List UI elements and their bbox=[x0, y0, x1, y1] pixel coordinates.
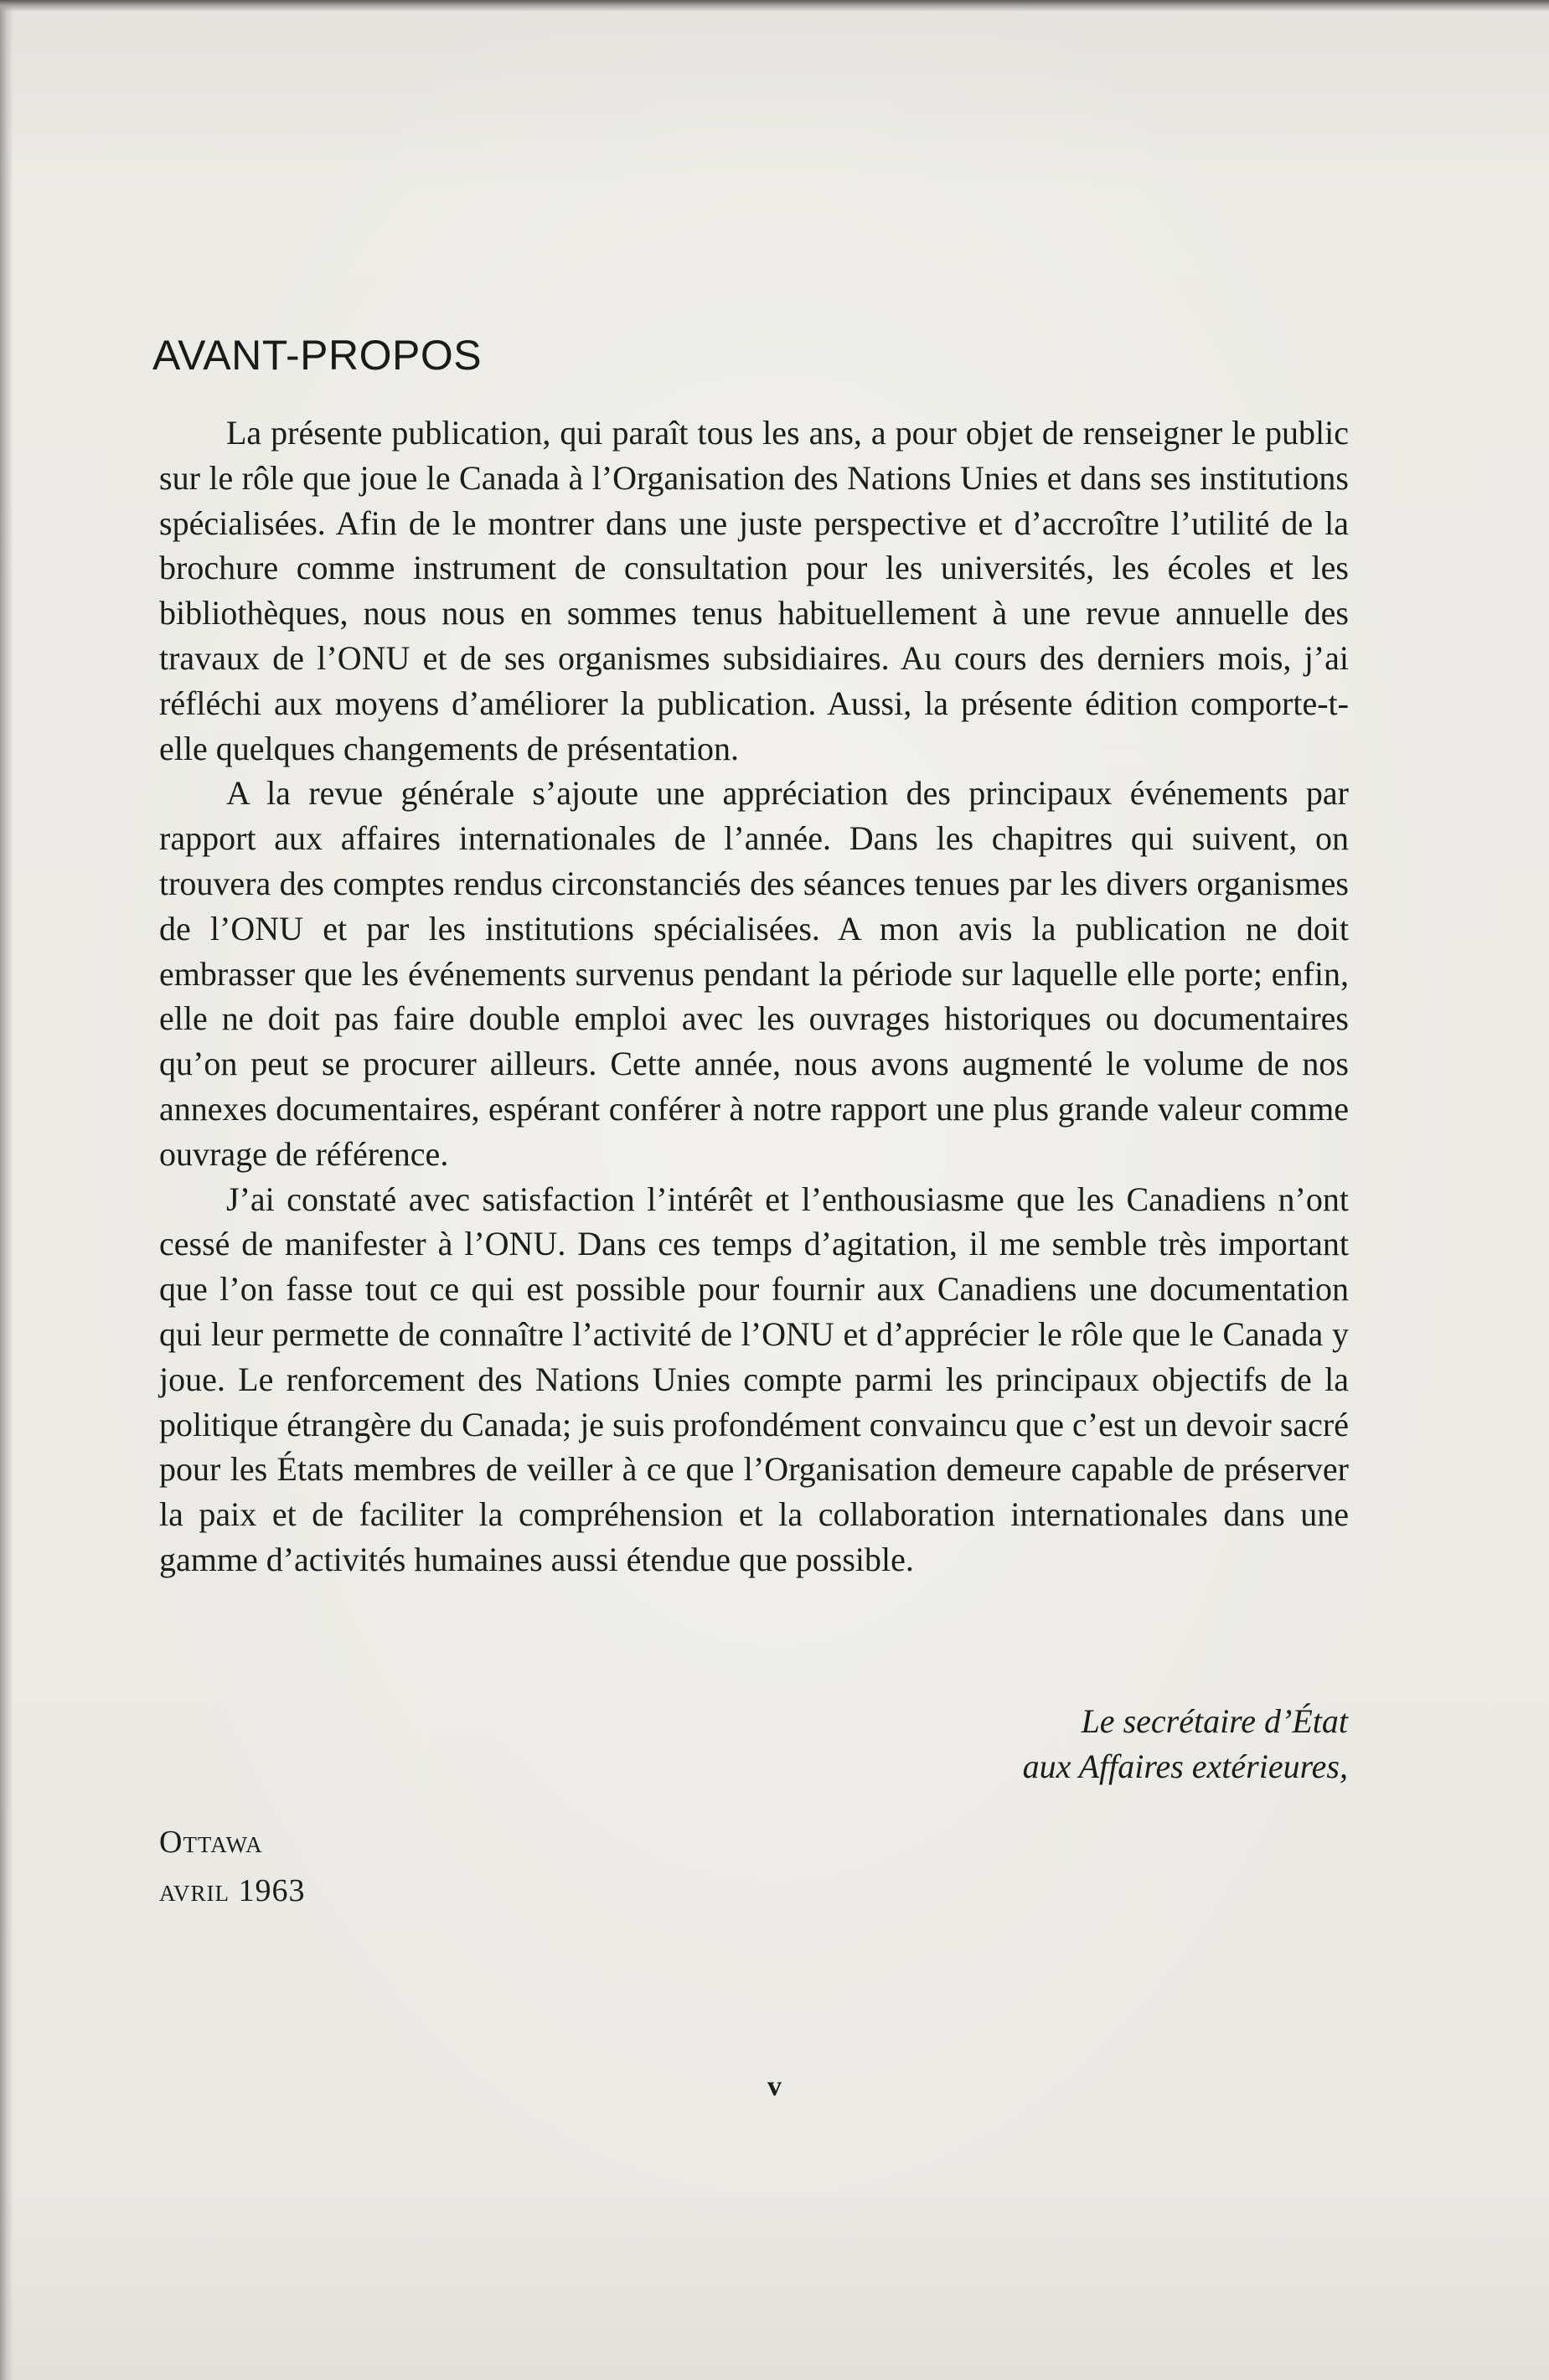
page-number: v bbox=[767, 2071, 782, 2102]
paragraph-1: La présente publication, qui paraît tous les ans, a pour objet de renseigner le public sur le rôle que joue le Canada à l’Organisation des Nations Unies et dans ses institutions spécialisées. Afin de le montrer dans une juste perspective et d’accroître l’utilité de la brochure comme instrument de consultation pour les universités, les écoles et les bibliothèques, nous nous en sommes tenus habituellement à une revue annuelle des travaux de l’ONU et de ses organismes subsidiaires. Au cours des derniers mois, j’ai réfléchi aux moyens d’améliorer la publication. Aussi, la présente édition comporte-t-elle quelques changements de présentation. bbox=[159, 414, 1349, 767]
place-date-block bbox=[159, 1818, 306, 1915]
signature-block bbox=[1023, 1699, 1348, 1789]
paragraph-2: A la revue générale s’ajoute une appréciation des principaux événements par rapport aux affaires internationales de l’année. Dans les chapitres qui suivent, on trouvera des comptes rendus circonstanciés des séances tenues par les divers organismes de l’ONU et par les institutions spécialisées. A mon avis la publication ne doit embrasser que les événements survenus pendant la période sur laquelle elle porte; enfin, elle ne doit pas faire double emploi avec les ouvrages historiques ou documentaires qu’on peut se procurer ailleurs. Cette année, nous avons augmenté le volume de nos annexes documentaires, espérant conférer à notre rapport une plus grande valeur comme ouvrage de référence. bbox=[159, 774, 1349, 1173]
paragraph-3: J’ai constaté avec satisfaction l’intérêt et l’enthousiasme que les Canadiens n’ont cessé de manifester à l’ONU. Dans ces temps d’agitation, il me semble très important que l’on fasse tout ce qui est possible pour fournir aux Canadiens une documentation qui leur permette de connaître l’activité de l’ONU et d’apprécier le rôle que le Canada y joue. Le renforcement des Nations Unies compte parmi les principaux objectifs de la politique étrangère du Canada; je suis profondément convaincu que c’est un devoir sacré pour les États membres de veiller à ce que l’Organisation demeure capable de préserver la paix et de faciliter la compréhension et la collaboration internationales dans une gamme d’activités humaines aussi étendue que possible. bbox=[159, 1180, 1349, 1578]
page-heading: AVANT-PROPOS bbox=[152, 332, 483, 379]
signature-line-1: Le secrétaire d’État bbox=[1081, 1702, 1348, 1740]
date: avril 1963 bbox=[159, 1873, 306, 1908]
spine-shadow bbox=[0, 0, 13, 2380]
top-edge-shadow bbox=[0, 0, 1549, 12]
place: Ottawa bbox=[159, 1825, 263, 1860]
signature-line-2: aux Affaires extérieures, bbox=[1022, 1748, 1348, 1785]
foreword-body bbox=[159, 410, 1349, 1582]
